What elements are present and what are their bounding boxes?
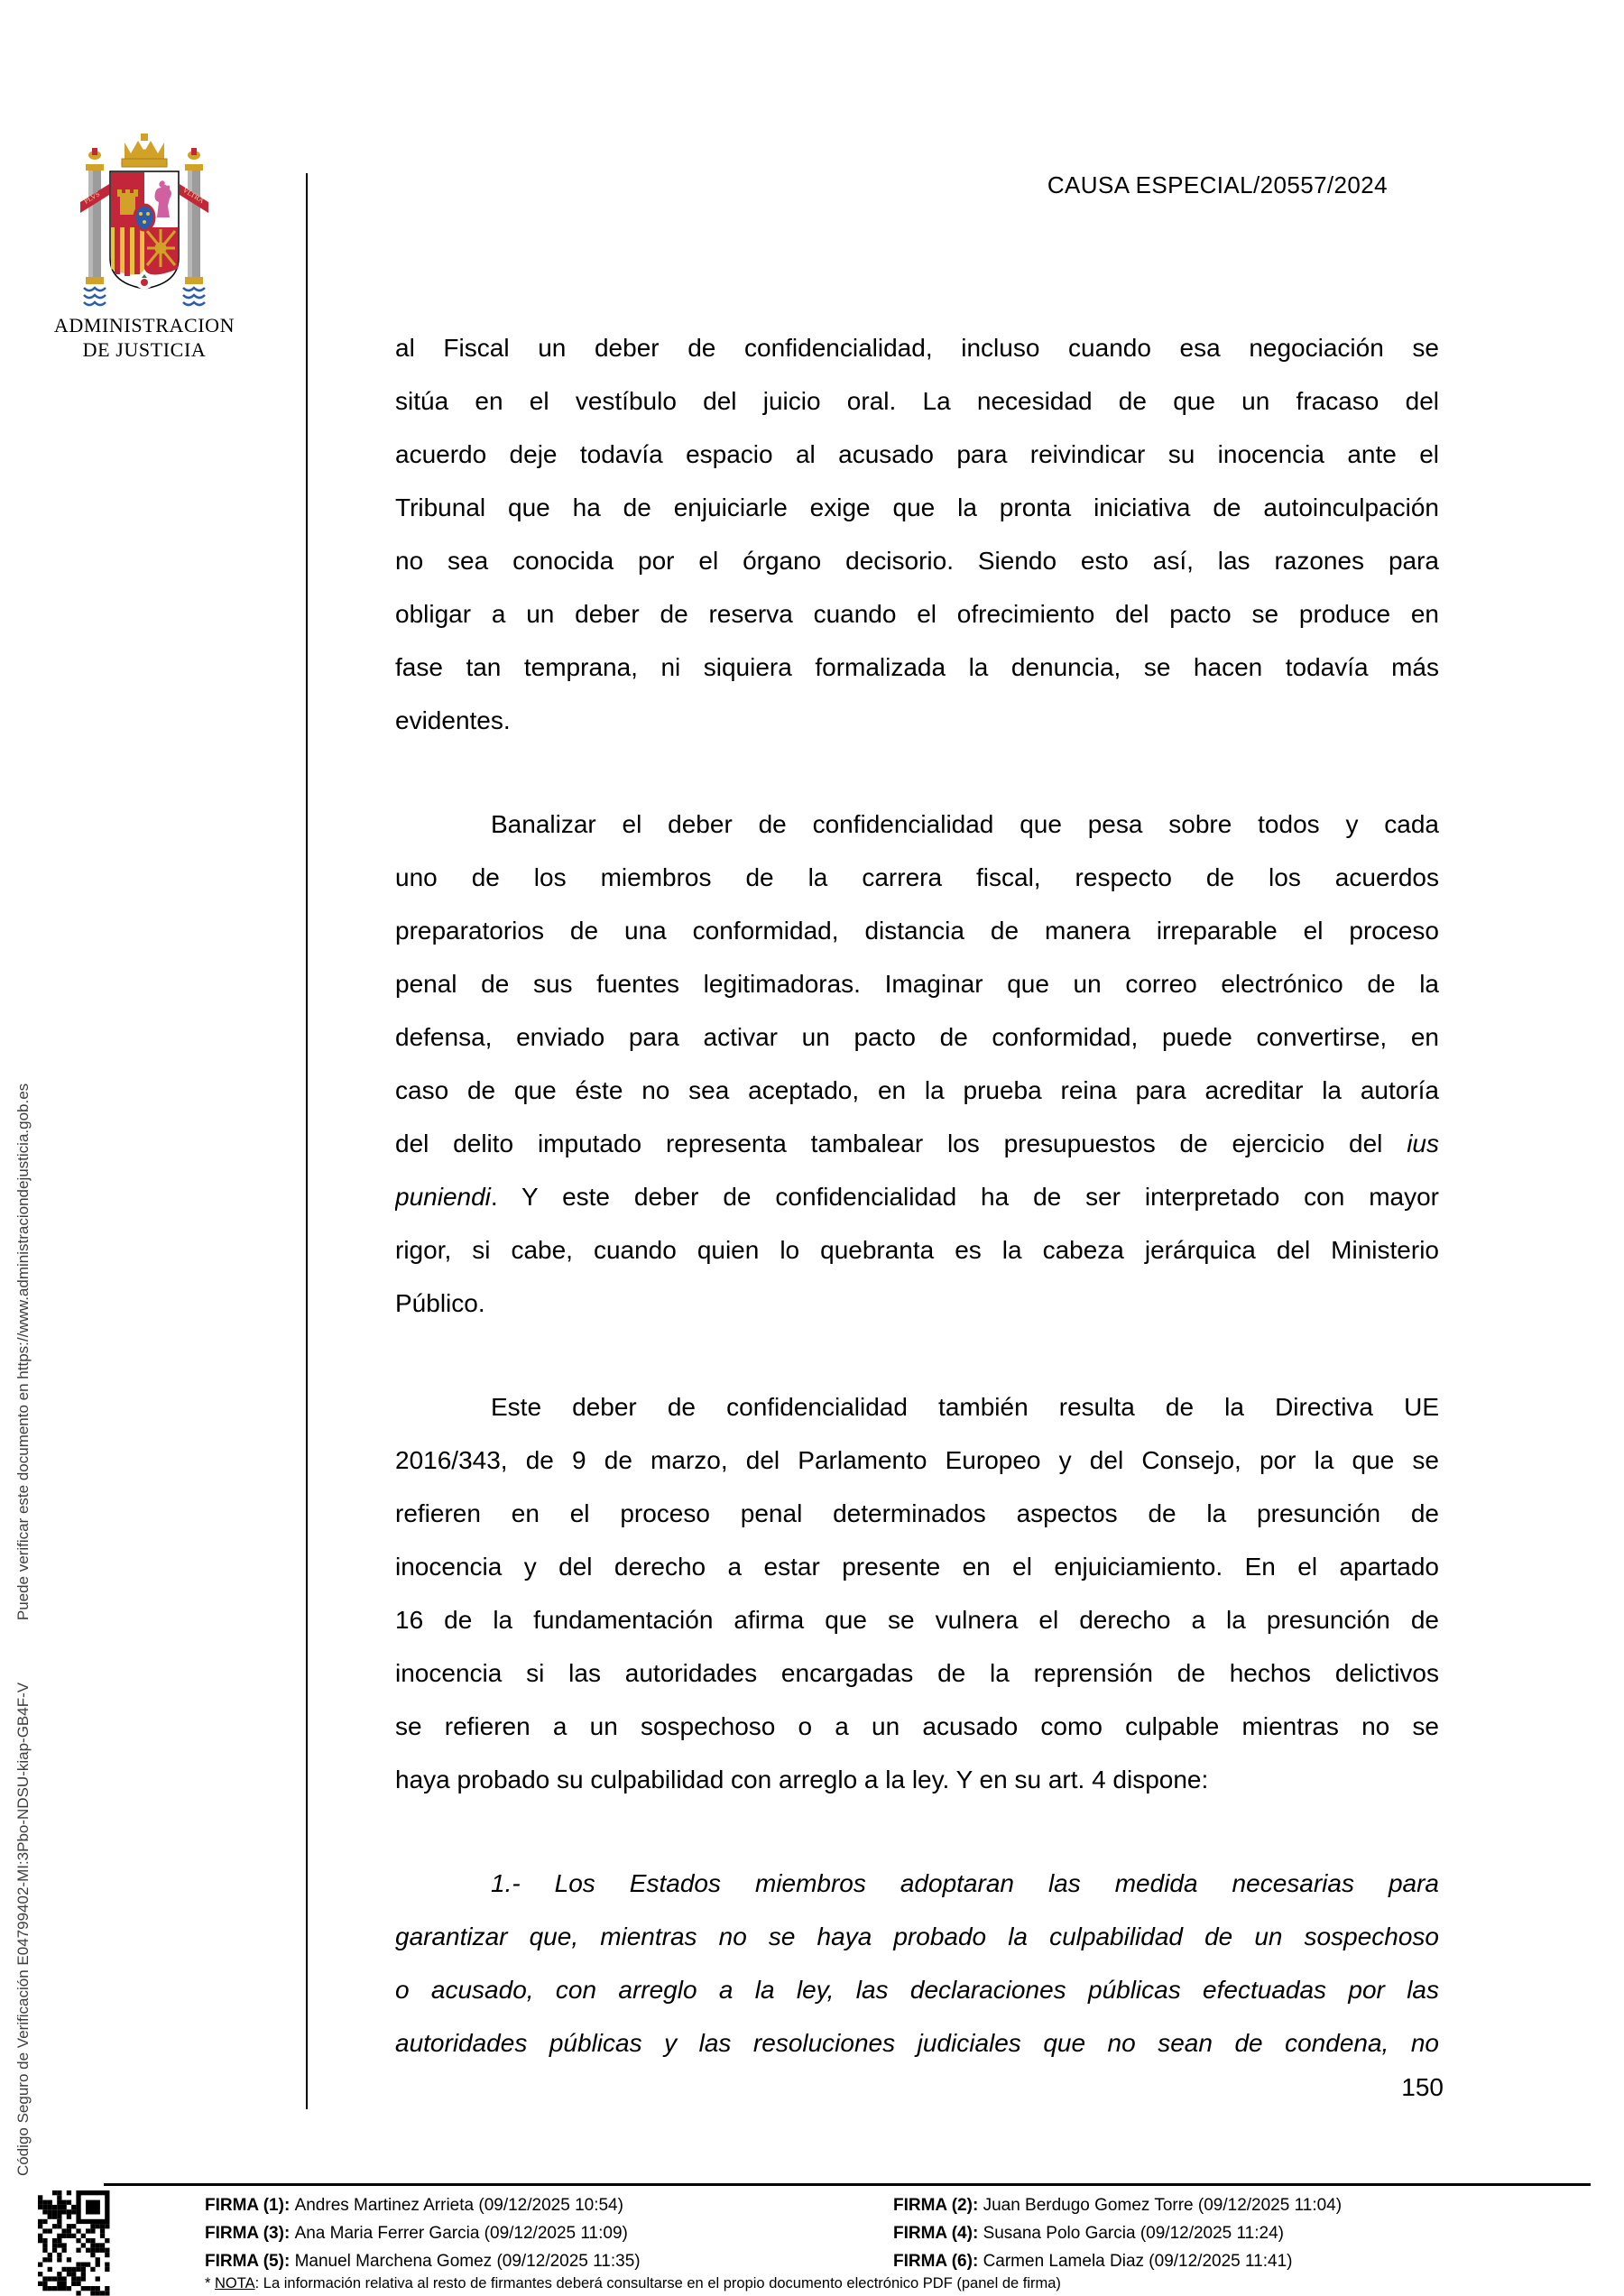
signature-value: Juan Berdugo Gomez Torre (09/12/2025 11:04) [983, 2196, 1343, 2215]
text-line: o acusado, con arreglo a la ley, las declaraciones públicas efectuadas por las [395, 1976, 1439, 2004]
text-line: 16 de la fundamentación afirma que se vulnera el derecho a la presunción de [395, 1606, 1439, 1634]
paragraph [395, 321, 1439, 747]
text-line: haya probado su culpabilidad con arreglo a la ley. Y en su art. 4 dispone: [395, 1766, 1209, 1793]
note-star: * [205, 2275, 211, 2291]
text-line: rigor, si cabe, cuando quien lo quebranta es la cabeza jerárquica del Ministerio [395, 1236, 1439, 1264]
signature-row [893, 2219, 1342, 2247]
text-line: inocencia si las autoridades encargadas de la reprensión de hechos delictivos [395, 1659, 1439, 1687]
justice-administration-emblem [18, 132, 271, 362]
spain-coat-of-arms-icon [77, 132, 212, 308]
organization-name-line2: DE JUSTICIA [82, 338, 207, 361]
case-reference: CAUSA ESPECIAL/20557/2024 [1047, 171, 1388, 198]
text-line: acuerdo deje todavía espacio al acusado para reivindicar su inocencia ante el [395, 440, 1439, 468]
text-line: obligar a un deber de reserva cuando el ofrecimiento del pacto se produce en [395, 600, 1439, 628]
document-body [395, 321, 1439, 2070]
margin-separator-line [306, 173, 308, 2109]
signature-value: Ana Maria Ferrer Garcia (09/12/2025 11:09) [294, 2224, 628, 2243]
signature-label: FIRMA (5): [205, 2252, 295, 2271]
signature-row [893, 2247, 1342, 2275]
paragraph [395, 798, 1439, 1330]
text-line: puniendi. Y este deber de confidencialidad ha de ser interpretado con mayor [395, 1183, 1439, 1211]
text-line: fase tan temprana, ni siquiera formalizada la denuncia, se hacen todavía más [395, 653, 1439, 681]
banner-text-ultra: VLTRA [180, 185, 206, 206]
banner-text-plus: PLVS [82, 189, 102, 206]
text-line: se refieren a un sospechoso o a un acusado como culpable mientras no se [395, 1712, 1439, 1740]
signature-row [893, 2191, 1342, 2219]
text-line: al Fiscal un deber de confidencialidad, incluso cuando esa negociación se [395, 334, 1439, 362]
verification-url-text: Puede verificar este documento en https://www.administraciondejusticia.gob.es [14, 1083, 32, 1621]
note-label: NOTA [215, 2275, 255, 2291]
text-line: autoridades públicas y las resoluciones judiciales que no sean de condena, no [395, 2029, 1439, 2057]
qr-code [38, 2190, 110, 2296]
text-line: Este deber de confidencialidad también resulta de la Directiva UE [491, 1393, 1439, 1421]
signature-row [205, 2219, 641, 2247]
text-line: preparatorios de una conformidad, distancia de manera irreparable el proceso [395, 917, 1439, 945]
signature-label: FIRMA (2): [893, 2196, 983, 2215]
signature-value: Manuel Marchena Gomez (09/12/2025 11:35) [294, 2252, 641, 2271]
signature-label: FIRMA (6): [893, 2252, 983, 2271]
note-text: : La información relativa al resto de firmantes deberá consultarse en el propio documento electrónico PDF (panel de firma) [254, 2275, 1061, 2291]
text-line: del delito imputado representa tambalear los presupuestos de ejercicio del ius [395, 1130, 1439, 1157]
text-line: Público. [395, 1289, 485, 1317]
paragraph [395, 1380, 1439, 1806]
text-line: evidentes. [395, 706, 511, 734]
secure-verification-code: Código Seguro de Verificación E04799402-MI:3Pbo-NDSU-kiap-GB4F-V [14, 1682, 32, 2176]
text-line: refieren en el proceso penal determinados aspectos de la presunción de [395, 1499, 1439, 1527]
text-line: Tribunal que ha de enjuiciarle exige que la pronta iniciativa de autoinculpación [395, 493, 1439, 521]
signature-value: Susana Polo Garcia (09/12/2025 11:24) [983, 2224, 1284, 2243]
signature-label: FIRMA (3): [205, 2224, 295, 2243]
text-line: uno de los miembros de la carrera fiscal, respecto de los acuerdos [395, 863, 1439, 891]
signature-label: FIRMA (1): [205, 2196, 295, 2215]
text-line: caso de que éste no sea aceptado, en la prueba reina para acreditar la autoría [395, 1076, 1439, 1104]
signature-value: Andres Martinez Arrieta (09/12/2025 10:54) [294, 2196, 623, 2215]
paragraph [395, 1857, 1439, 2070]
signature-note [205, 2275, 1061, 2292]
signature-value: Carmen Lamela Diaz (09/12/2025 11:41) [983, 2252, 1293, 2271]
signature-column-right [893, 2191, 1342, 2275]
footer-separator-line [104, 2183, 1591, 2186]
text-line: no sea conocida por el órgano decisorio. Siendo esto así, las razones para [395, 547, 1439, 575]
organization-name [18, 313, 271, 362]
text-line: 2016/343, de 9 de marzo, del Parlamento Europeo y del Consejo, por la que se [395, 1446, 1439, 1474]
signature-row [205, 2247, 641, 2275]
signature-column-left [205, 2191, 641, 2275]
text-line: garantizar que, mientras no se haya probado la culpabilidad de un sospechoso [395, 1923, 1439, 1950]
verification-sidebar [14, 1083, 38, 2176]
signature-row [205, 2191, 641, 2219]
text-line: inocencia y del derecho a estar presente en el enjuiciamiento. En el apartado [395, 1553, 1439, 1581]
organization-name-line1: ADMINISTRACION [53, 314, 235, 337]
text-line: penal de sus fuentes legitimadoras. Imaginar que un correo electrónico de la [395, 970, 1439, 998]
text-line: sitúa en el vestíbulo del juicio oral. La necesidad de que un fracaso del [395, 387, 1439, 415]
signature-label: FIRMA (4): [893, 2224, 983, 2243]
text-line: defensa, enviado para activar un pacto de conformidad, puede convertirse, en [395, 1023, 1439, 1051]
text-line: Banalizar el deber de confidencialidad que pesa sobre todos y cada [491, 810, 1439, 838]
text-line: 1.- Los Estados miembros adoptaran las medida necesarias para [491, 1869, 1439, 1897]
page-number: 150 [1401, 2073, 1444, 2101]
